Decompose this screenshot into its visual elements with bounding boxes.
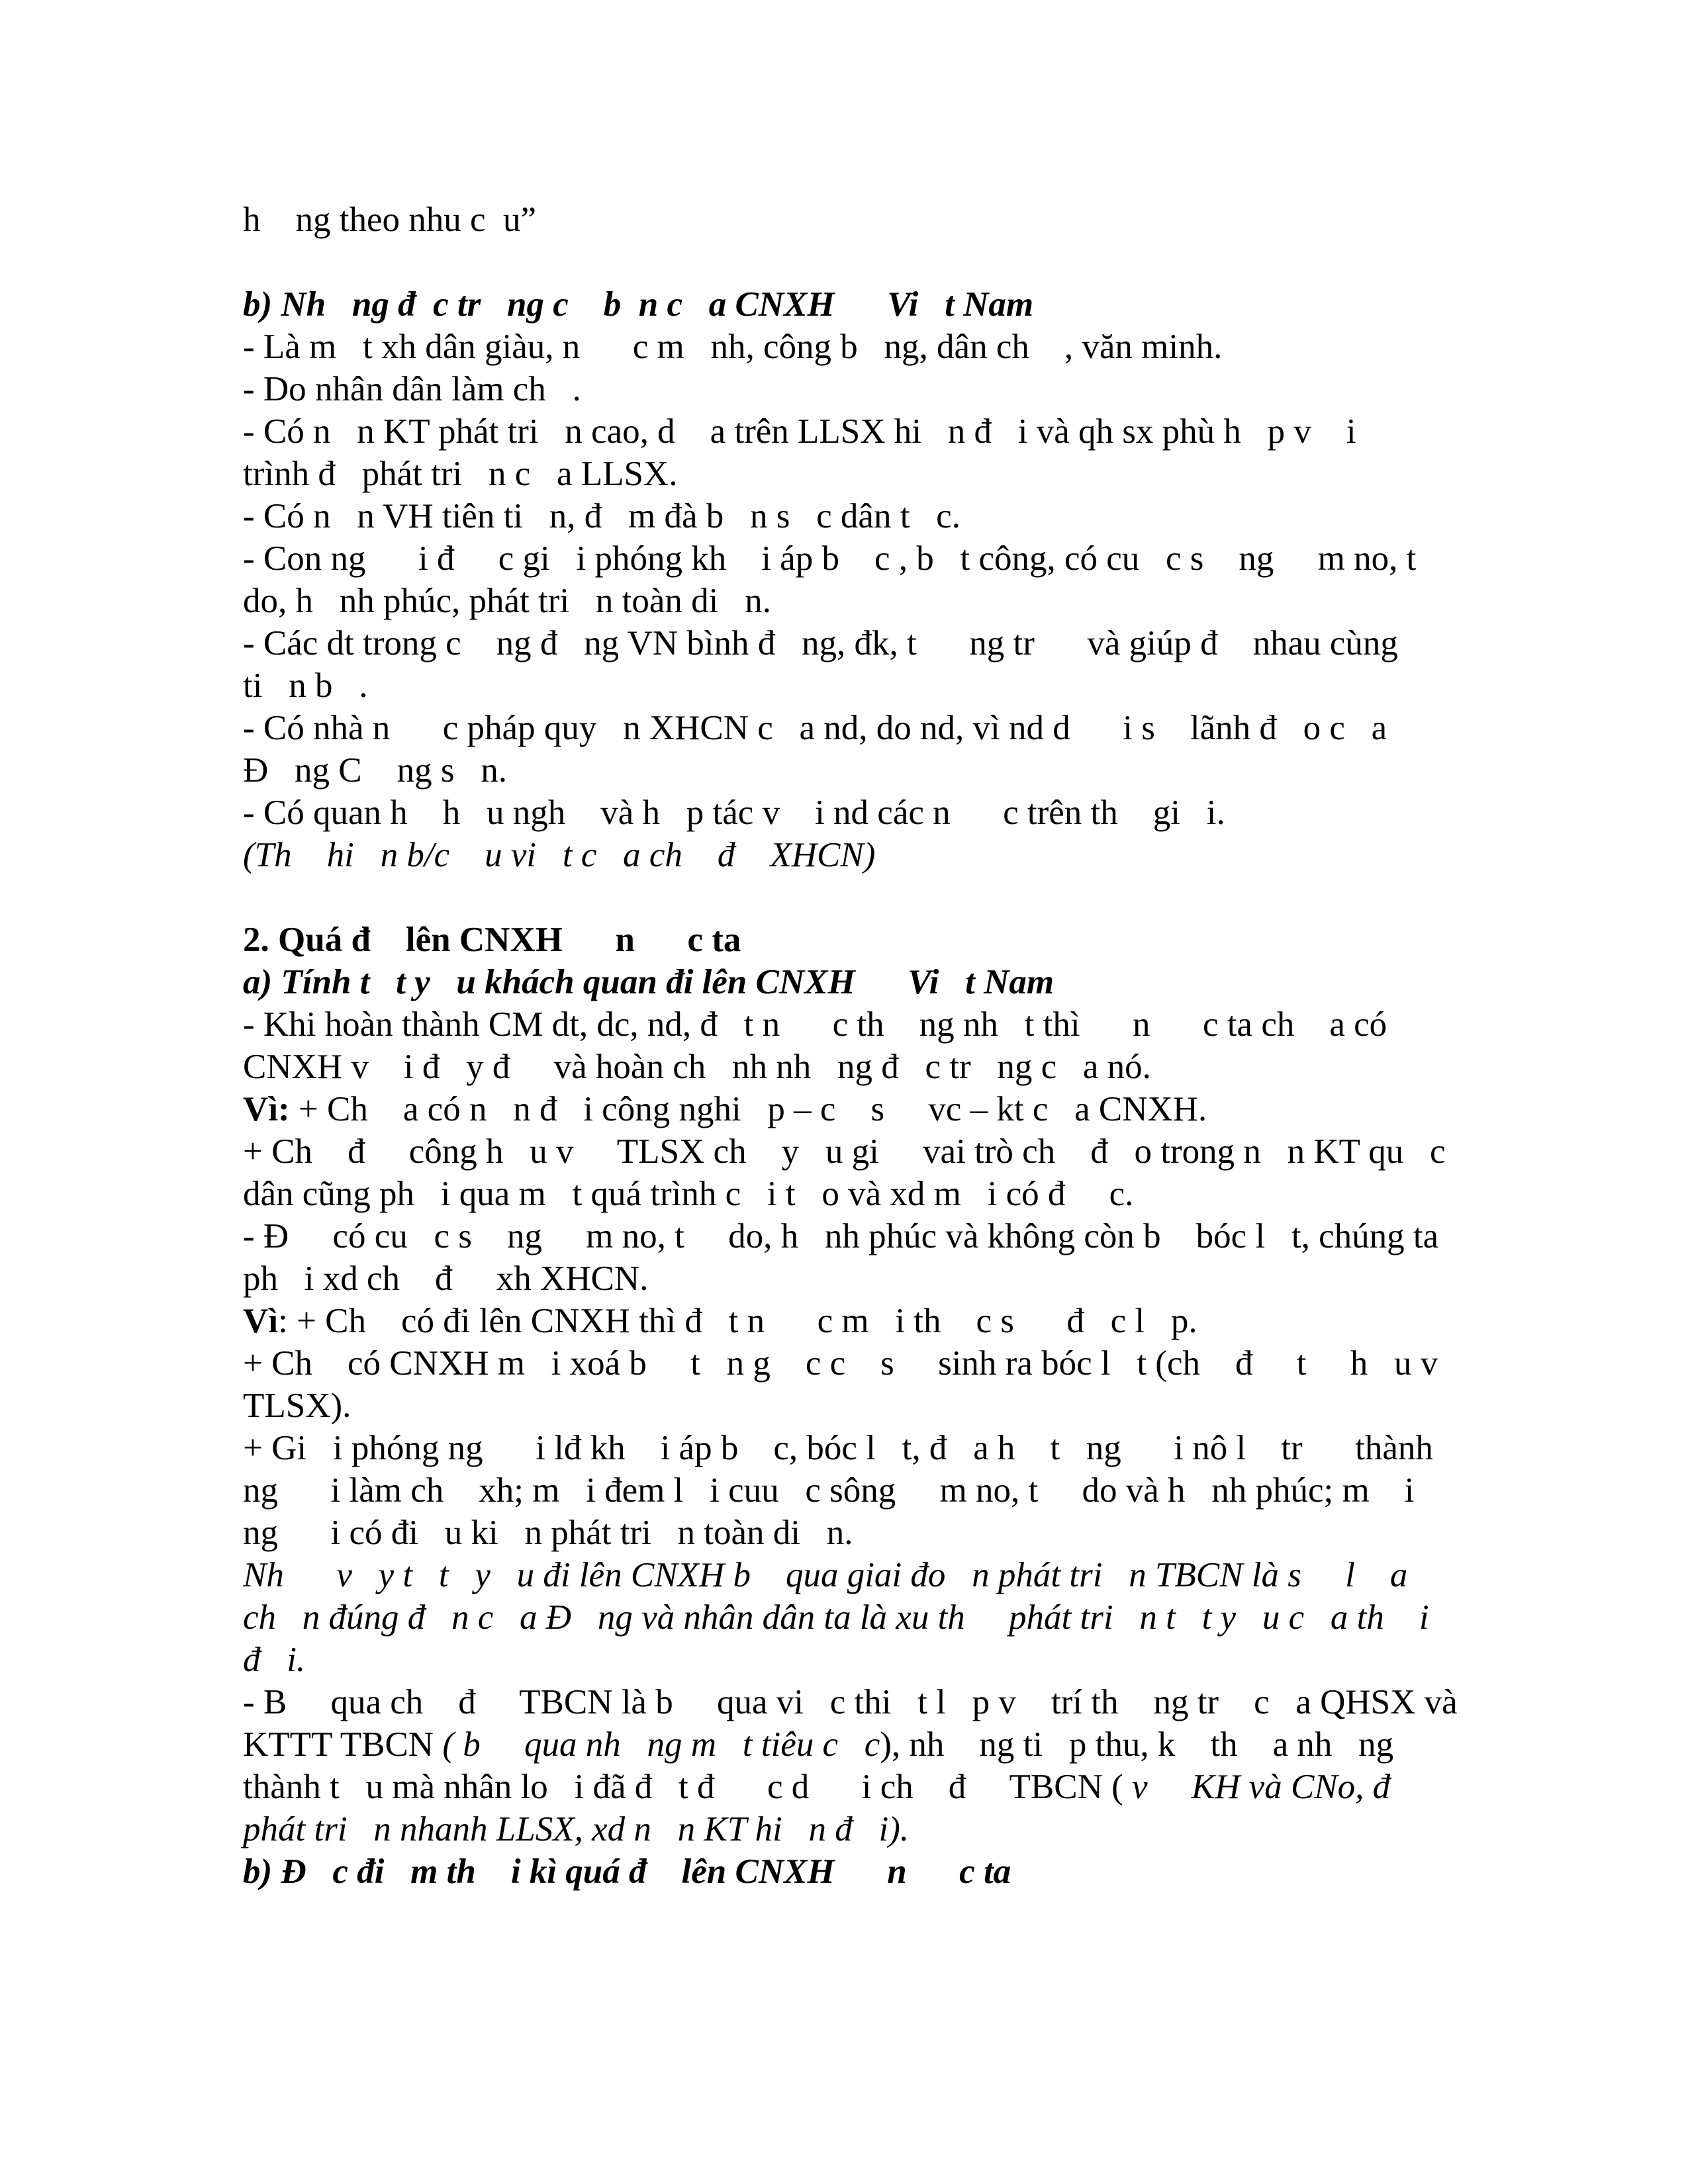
text-run: Đ ng C ng s n. — [243, 751, 508, 790]
text-run: 2. Quá đ lên CNXH n c ta — [243, 921, 741, 959]
para-khi-hoan-thanh-1 — [243, 1003, 1448, 1046]
text-run: - Có quan h h u ngh và h p tác v i nd các n c trên th gi i. — [243, 794, 1225, 832]
text-run: b) Đ c đi m th i kì quá đ lên CNXH n c ta — [243, 1852, 1011, 1891]
text-run: b) Nh ng đ c tr ng c b n c a CNXH Vi t Nam — [243, 285, 1034, 324]
heading-a-tinh-tat-yeu — [243, 961, 1448, 1003]
trait-6-line-2 — [243, 664, 1448, 707]
trait-5-line-1 — [243, 537, 1448, 580]
para-khi-hoan-thanh-2 — [243, 1046, 1448, 1088]
text-run: + Ch đ công h u v TLSX ch y u gi vai trò ch đ o trong n n KT qu c — [243, 1132, 1446, 1171]
text-run: phát tri n nhanh LLSX, xd n n KT hi n đ i). — [243, 1810, 910, 1848]
trait-6-line-1 — [243, 622, 1448, 664]
trait-7-line-1 — [243, 707, 1448, 749]
text-run: - Có n n VH tiên ti n, đ m đà b n s c dân t c. — [243, 497, 961, 535]
text-run: - Do nhân dân làm ch . — [243, 370, 581, 408]
text-run: TLSX). — [243, 1387, 352, 1425]
reason-5-line-3 — [243, 1512, 1448, 1554]
text-run: đ i. — [243, 1641, 306, 1679]
reason-5-line-1 — [243, 1427, 1448, 1469]
text-run: + Ch có CNXH m i xoá b t n g c c s sinh ra bóc l t (ch đ t h u v — [243, 1344, 1438, 1383]
reason-1 — [243, 1088, 1448, 1130]
text-run: : + Ch có đi lên CNXH thì đ t n c m i th c s đ c l p. — [278, 1302, 1197, 1340]
para-bo-qua-4 — [243, 1808, 1448, 1850]
line-intro — [243, 199, 1448, 241]
para-bo-qua-2 — [243, 1723, 1448, 1766]
text-run: - Có n n KT phát tri n cao, d a trên LLSX hi n đ i và qh sx phù h p v i — [243, 412, 1356, 451]
heading-2-qua-do — [243, 919, 1448, 961]
trait-1 — [243, 326, 1448, 368]
para-de-co-1 — [243, 1215, 1448, 1257]
heading-b-dac-trung — [243, 283, 1448, 326]
text-run: Nh v y t t y u đi lên CNXH b qua giai đo n phát tri n TBCN là s l a — [243, 1556, 1408, 1594]
para-bo-qua-3 — [243, 1766, 1448, 1808]
text-run: Vì — [243, 1302, 278, 1340]
document-page — [243, 199, 1458, 1893]
text-run: ), nh ng ti p thu, k th a nh ng — [880, 1725, 1394, 1764]
trait-8 — [243, 792, 1448, 834]
text-run: - B qua ch đ TBCN là b qua vi c thi t l p v trí th ng tr c a QHSX và — [243, 1683, 1458, 1721]
text-run: thành t u mà nhân lo i đã đ t đ c d i ch đ TBCN ( — [243, 1768, 1133, 1806]
text-run: + Gi i phóng ng i lđ kh i áp b c, bóc l t, đ a h t ng i nô l tr thành — [243, 1429, 1433, 1467]
spacer — [243, 241, 1448, 283]
trait-2 — [243, 368, 1448, 410]
text-run: CNXH v i đ y đ và hoàn ch nh nh ng đ c tr ng c a nó. — [243, 1048, 1151, 1086]
reason-2-line-2 — [243, 1173, 1448, 1215]
trait-4 — [243, 495, 1448, 537]
text-run: dân cũng ph i qua m t quá trình c i t o và xd m i có đ c. — [243, 1175, 1134, 1213]
text-run: ng i làm ch xh; m i đem l i cuu c sông m no, t do và h nh phúc; m i — [243, 1471, 1415, 1510]
text-run: do, h nh phúc, phát tri n toàn di n. — [243, 582, 771, 620]
text-run: - Là m t xh dân giàu, n c m nh, công b ng, dân ch , văn minh. — [243, 328, 1223, 366]
text-run: trình đ phát tri n c a LLSX. — [243, 455, 678, 493]
text-run: - Đ có cu c s ng m no, t do, h nh phúc và không còn b bóc l t, chúng ta — [243, 1217, 1439, 1255]
note-the-hien — [243, 834, 1448, 876]
text-run: - Con ng i đ c gi i phóng kh i áp b c , b t công, có cu c s ng m no, t — [243, 539, 1417, 578]
text-run: KTTT TBCN — [243, 1725, 443, 1764]
conclusion-line-2 — [243, 1596, 1448, 1639]
text-run: ng i có đi u ki n phát tri n toàn di n. — [243, 1514, 853, 1552]
text-run: ch n đúng đ n c a Đ ng và nhân dân ta là xu th phát tri n t t y u c a th i — [243, 1598, 1429, 1637]
text-run: h ng theo nhu c u” — [243, 201, 537, 239]
text-run: v KH và CNo, đ — [1132, 1768, 1391, 1806]
heading-b-dac-diem — [243, 1850, 1448, 1893]
spacer — [243, 876, 1448, 919]
para-de-co-2 — [243, 1257, 1448, 1300]
text-run: - Các dt trong c ng đ ng VN bình đ ng, đk, t ng tr và giúp đ nhau cùng — [243, 624, 1398, 662]
conclusion-line-3 — [243, 1639, 1448, 1681]
text-run: ti n b . — [243, 666, 368, 705]
text-run: ph i xd ch đ xh XHCN. — [243, 1259, 649, 1298]
reason-3 — [243, 1300, 1448, 1342]
trait-5-line-2 — [243, 580, 1448, 622]
text-run: + Ch a có n n đ i công nghi p – c s vc – kt c a CNXH. — [289, 1090, 1207, 1128]
reason-5-line-2 — [243, 1469, 1448, 1512]
text-run: Vì: — [243, 1090, 290, 1128]
reason-4-line-1 — [243, 1342, 1448, 1385]
text-run: - Khi hoàn thành CM dt, dc, nd, đ t n c th ng nh t thì n c ta ch a có — [243, 1005, 1387, 1044]
text-run: - Có nhà n c pháp quy n XHCN c a nd, do nd, vì nd d i s lãnh đ o c a — [243, 709, 1387, 747]
para-bo-qua-1 — [243, 1681, 1458, 1723]
text-run: (Th hi n b/c u vi t c a ch đ XHCN) — [243, 836, 876, 874]
conclusion-line-1 — [243, 1554, 1448, 1596]
text-run: ( b qua nh ng m t tiêu c c — [442, 1725, 880, 1764]
reason-2-line-1 — [243, 1130, 1448, 1173]
reason-4-line-2 — [243, 1385, 1448, 1427]
trait-3-line-1 — [243, 410, 1448, 453]
trait-7-line-2 — [243, 749, 1448, 792]
text-run: a) Tính t t y u khách quan đi lên CNXH Vi t Nam — [243, 963, 1055, 1001]
trait-3-line-2 — [243, 453, 1448, 495]
